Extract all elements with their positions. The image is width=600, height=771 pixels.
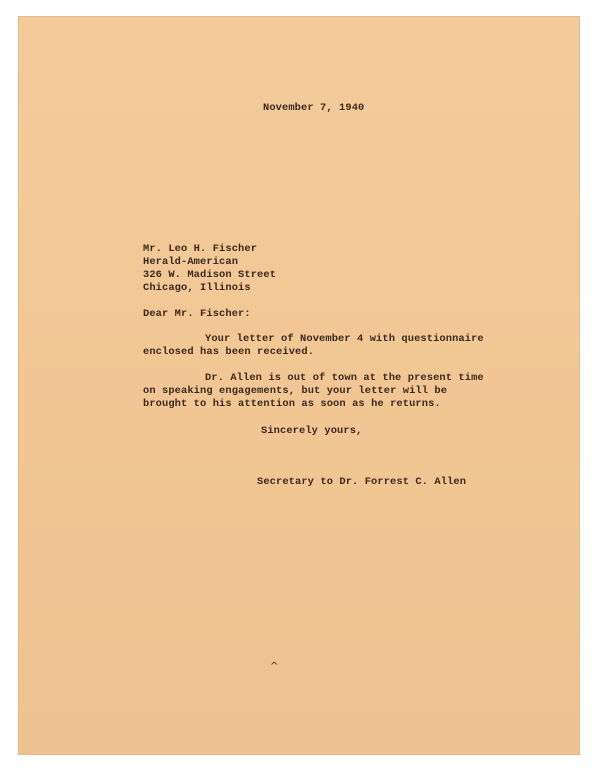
paragraph1-line1: Your letter of November 4 with questionnaire [205, 333, 484, 345]
paragraph2-line2: on speaking engagements, but your letter will be [143, 385, 448, 397]
letter-date: November 7, 1940 [263, 102, 365, 114]
address-line-city: Chicago, Illinois [143, 282, 251, 294]
paragraph2-line3: brought to his attention as soon as he returns. [143, 398, 441, 410]
letter-page [18, 16, 580, 755]
paragraph2-line1: Dr. Allen is out of town at the present time [205, 372, 484, 384]
closing: Sincerely yours, [261, 425, 363, 437]
paragraph1-line2: enclosed has been received. [143, 346, 315, 358]
address-line-street: 326 W. Madison Street [143, 269, 277, 281]
salutation: Dear Mr. Fischer: [143, 308, 251, 320]
address-line-name: Mr. Leo H. Fischer [143, 243, 258, 255]
stray-mark: ^ [270, 661, 279, 672]
address-line-company: Herald-American [143, 256, 239, 268]
signature-line: Secretary to Dr. Forrest C. Allen [257, 476, 467, 488]
